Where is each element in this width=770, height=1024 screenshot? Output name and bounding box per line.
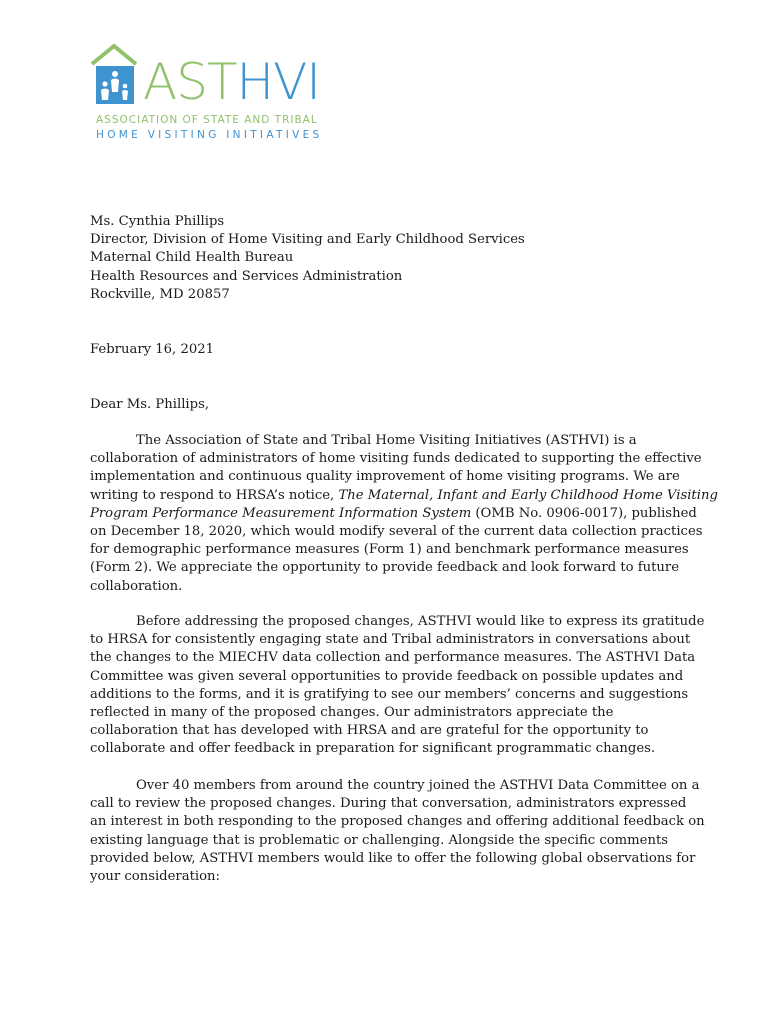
- paragraph-line: existing language that is problematic or challenging. Alongside the specific comments: [90, 832, 669, 848]
- recipient-agency: Health Resources and Services Administration: [90, 268, 403, 284]
- paragraph-line: Before addressing the proposed changes, ASTHVI would like to express its gratitude: [136, 614, 705, 629]
- paragraph-line: collaborate and offer feedback in preparation for significant programmatic changes.: [90, 741, 656, 757]
- paragraph-line: additions to the forms, and it is gratifying to see our members’ concerns and suggestions: [90, 686, 689, 702]
- paragraph-line: implementation and continuous quality improvement of home visiting programs. We are: [90, 469, 680, 485]
- paragraph-line: call to review the proposed changes. During that conversation, administrators expressed: [90, 796, 687, 812]
- paragraph-line: collaboration that has developed with HRSA and are grateful for the opportunity to: [90, 723, 649, 739]
- paragraph-line: The Association of State and Tribal Home Visiting Initiatives (ASTHVI) is a: [136, 433, 637, 448]
- paragraph-1: [90, 432, 718, 596]
- paragraph-line: reflected in many of the proposed changes. Our administrators appreciate the: [90, 705, 614, 721]
- wordmark-ast: AST: [143, 53, 237, 111]
- recipient-city: Rockville, MD 20857: [90, 286, 230, 302]
- house-with-family-icon: [90, 44, 142, 108]
- recipient-name: Ms. Cynthia Phillips: [90, 214, 225, 229]
- line-text: (OMB No. 0906-0017), published: [471, 505, 697, 521]
- paragraph-line: collaboration of administrators of home visiting funds dedicated to supporting the effective: [90, 451, 702, 467]
- paragraph-line: an interest in both responding to the proposed changes and offering additional feedback on: [90, 814, 705, 830]
- asthvi-logo: [90, 44, 330, 144]
- line-text: writing to respond to HRSA’s notice,: [90, 487, 339, 503]
- letter-date: [90, 341, 685, 359]
- paragraph-line: on December 18, 2020, which would modify several of the current data collection practices: [90, 524, 703, 540]
- paragraph-line: your consideration:: [90, 869, 220, 885]
- notice-title-part1: The Maternal, Infant and Early Childhood Home Visiting: [338, 487, 718, 503]
- notice-title-part2: Program Performance Measurement Information System: [90, 505, 472, 521]
- paragraph-line: Committee was given several opportunities to provide feedback on possible updates and: [90, 668, 684, 684]
- recipient-address: [90, 213, 685, 304]
- logo-tagline-line1: ASSOCIATION OF STATE AND TRIBAL: [96, 114, 318, 126]
- paragraph-line: for demographic performance measures (Form 1) and benchmark performance measures: [90, 542, 689, 558]
- paragraph-line: (Form 2). We appreciate the opportunity to provide feedback and look forward to future: [90, 560, 680, 576]
- paragraph-line: Over 40 members from around the country joined the ASTHVI Data Committee on a: [136, 778, 700, 793]
- recipient-bureau: Maternal Child Health Bureau: [90, 250, 294, 266]
- paragraph-line: [90, 505, 697, 523]
- date-text: February 16, 2021: [90, 342, 215, 357]
- paragraph-3: [90, 777, 705, 886]
- paragraph-line: collaboration.: [90, 578, 183, 594]
- logo-wordmark: [143, 52, 320, 112]
- paragraph-line: [90, 487, 718, 505]
- paragraph-2: [90, 613, 705, 759]
- logo-tagline-line2: HOME VISITING INITIATIVES: [96, 129, 323, 141]
- salutation-text: Dear Ms. Phillips,: [90, 397, 210, 412]
- paragraph-line: the changes to the MIECHV data collection and performance measures. The ASTHVI Data: [90, 650, 696, 666]
- wordmark-hvi: HVI: [236, 53, 321, 111]
- recipient-title: Director, Division of Home Visiting and Early Childhood Services: [90, 232, 525, 248]
- paragraph-line: provided below, ASTHVI members would like to offer the following global observations for: [90, 850, 696, 866]
- salutation: [90, 396, 685, 414]
- paragraph-line: to HRSA for consistently engaging state and Tribal administrators in conversations about: [90, 632, 691, 648]
